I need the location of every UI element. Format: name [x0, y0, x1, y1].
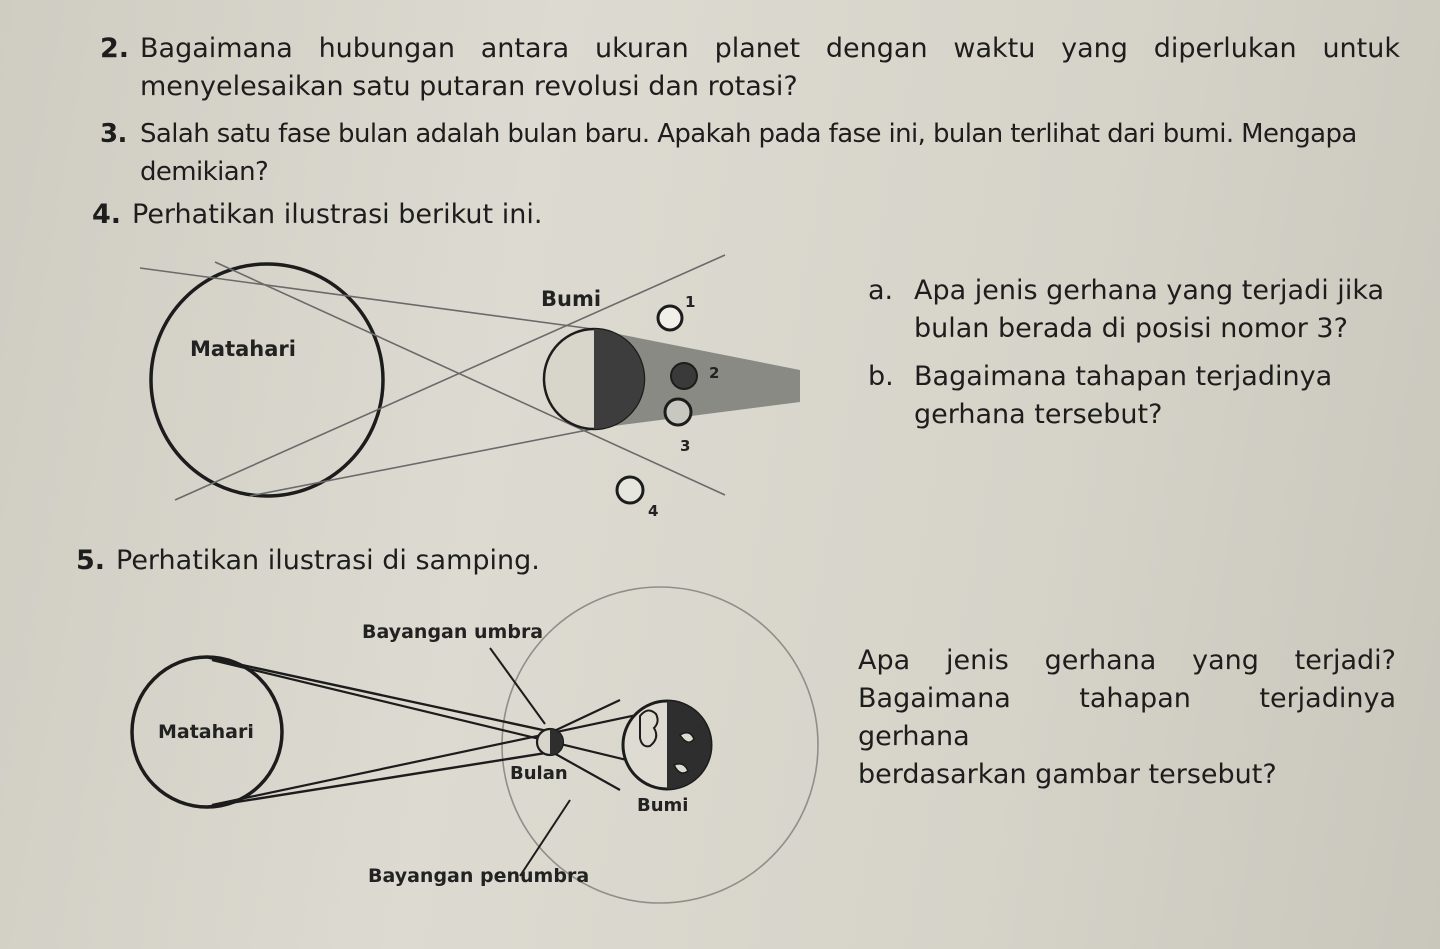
moon-label: Bulan — [510, 763, 568, 784]
sun-label: Matahari — [158, 721, 254, 743]
sun-circle — [151, 264, 383, 496]
position-label-3: 3 — [680, 437, 691, 455]
lunar-eclipse-diagram — [140, 255, 800, 520]
umbra-line — [250, 428, 598, 496]
question-text-line: Bagaimana tahapan terjadinya gerhana — [858, 683, 1396, 752]
umbra-label: Bayangan umbra — [362, 621, 544, 643]
moon-position-4 — [617, 477, 643, 503]
question-number: 3. — [100, 119, 127, 149]
moon-position-1 — [658, 306, 682, 330]
question-number: 5. — [76, 545, 106, 576]
question-number: 4. — [92, 199, 122, 230]
question-text-line: Apa jenis gerhana yang terjadi? — [858, 645, 1396, 676]
question-text-line: Bagaimana hubungan antara ukuran planet dengan waktu yang diperlukan untuk — [140, 33, 1400, 64]
sub-question-letter: b. — [868, 361, 894, 392]
question-text-line: Salah satu fase bulan adalah bulan baru. Apakah pada fase ini, bulan terlihat dari bumi. Mengapa — [140, 119, 1357, 149]
moon-position-2 — [671, 363, 697, 389]
sub-question-text: bulan berada di posisi nomor 3? — [914, 313, 1348, 344]
solar-eclipse-diagram — [132, 587, 818, 903]
question-number: 2. — [100, 33, 130, 64]
penumbra-label: Bayangan penumbra — [368, 865, 590, 887]
sub-question-text: gerhana tersebut? — [914, 399, 1163, 430]
moon-dark-side — [550, 729, 563, 755]
question-text-line: menyelesaikan satu putaran revolusi dan rotasi? — [140, 71, 798, 102]
sub-question-text: Apa jenis gerhana yang terjadi jika — [914, 275, 1385, 306]
moon-position-3 — [665, 399, 691, 425]
question-text-line: berdasarkan gambar tersebut? — [858, 759, 1277, 790]
penumbra-line — [552, 700, 620, 732]
question-text-line: demikian? — [140, 157, 269, 187]
earth-label: Bumi — [637, 795, 689, 816]
sub-question-text: Bagaimana tahapan terjadinya — [914, 361, 1333, 392]
umbra-line — [140, 268, 600, 330]
sub-question-letter: a. — [868, 275, 894, 306]
question-text: Perhatikan ilustrasi berikut ini. — [132, 199, 543, 230]
position-label-1: 1 — [685, 293, 696, 311]
earth-night-side — [667, 701, 711, 789]
position-label-4: 4 — [648, 502, 659, 520]
position-label-2: 2 — [709, 364, 720, 382]
earth-label: Bumi — [541, 287, 602, 311]
sun-label: Matahari — [190, 337, 296, 361]
umbra-line — [205, 752, 552, 807]
umbra-line — [205, 657, 552, 732]
question-text: Perhatikan ilustrasi di samping. — [116, 545, 540, 576]
umbra-pointer — [490, 648, 545, 724]
